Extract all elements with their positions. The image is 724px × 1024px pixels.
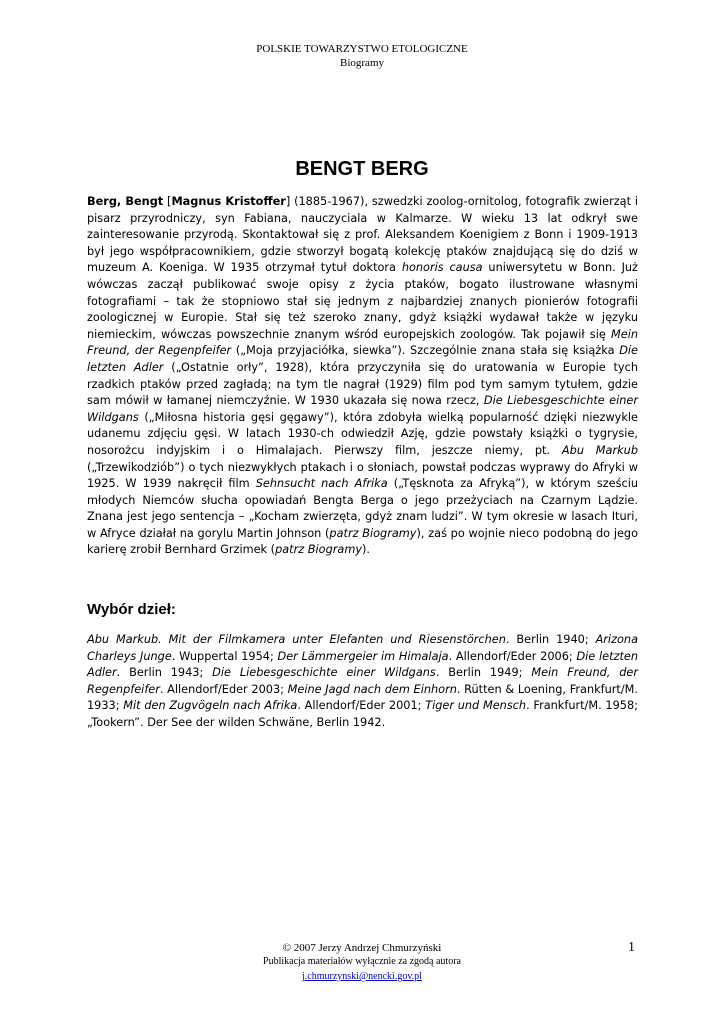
bio-book-title: Mein Freund, der Regenpfeifer (87, 327, 638, 358)
work-details: . Berlin 1943; (116, 666, 213, 680)
bio-film-title: Sehnsucht nach Afrika (255, 477, 388, 491)
work-details: . Wuppertal 1954; (171, 649, 278, 663)
bio-text: („Ostatnie orły”, 1928), która przyczyniła się do uratowania w Europie tych rzadkich ptaków przed zagładą; na tym tle nagrał (1929) film pod tym samym tytułem, gdzie sam mówił w łamanej niemczyźnie. W 1930 ukazała się nowa rzecz, (87, 360, 638, 408)
bio-book-title: Die Liebesgeschichte einer Wildgans (87, 394, 638, 424)
bio-reference: patrz Biogramy (275, 543, 363, 557)
work-title: Mein Freund, der Regenpfeifer (87, 666, 639, 696)
page-title: BENGT BERG (295, 158, 429, 180)
work-title: Tiger und Mensch (425, 699, 527, 713)
bio-full-name: Magnus Kristoffer (171, 195, 286, 208)
works-list (87, 632, 638, 732)
bio-italic: honoris causa (401, 261, 483, 275)
work-title: Abu Markub. Mit der Filmkamera unter Elefanten und Riesenstörchen (87, 633, 506, 646)
work-details: . Berlin 1949; (435, 666, 532, 680)
bio-text: („Tęsknota za Afryką”), w którym sześciu młodych Niemców słucha opowiadań Bengta Berga o jego przeżyciach na Czarnym Lądzie. Znana jest jego sentencja – „Kocham zwierzęta, gdyż znam ludzi”. W tym okresie w lasach Ituri, w Afryce działał na gorylu Martin Johnson ( (87, 477, 638, 540)
work-details: . Allendorf/Eder 2006; (448, 649, 577, 663)
work-title: Mit den Zugvögeln nach Afrika (123, 699, 298, 713)
work-title: Die Liebesgeschichte einer Wildgans (212, 666, 436, 680)
footer-copyright: © 2007 Jerzy Andrzej Chmurzyński (282, 942, 442, 954)
work-title: Der Lämmergeier im Himalaja (277, 649, 449, 663)
page-number: 1 (628, 940, 635, 955)
work-title: Arizona Charleys Junge (87, 633, 638, 663)
work-details: . Allendorf/Eder 2003; (159, 682, 288, 696)
works-heading: Wybór dzieł: (87, 601, 176, 618)
bio-name: Berg, Bengt (87, 195, 164, 208)
footer-note: Publikacja materiałów wyłącznie za zgodą autora (263, 956, 461, 967)
author-email-link[interactable]: j.chmurzynski@nencki.gov.pl (302, 971, 422, 982)
bio-reference: patrz Biogramy (329, 526, 417, 540)
page-footer (0, 941, 724, 984)
biography-paragraph (87, 194, 638, 559)
header-section: Biogramy (340, 57, 384, 69)
bio-text: („Moja przyjaciółka, siewka”). Szczególnie znana stała się książka (231, 344, 620, 358)
bio-text: uniwersytetu w Bonn. Już wówczas zaczął publikować swoje opisy z życia ptaków, bogato ilustrowane własnymi fotografiami – tak że stopniowo stał się jednym z najbardziej znanych pionierów fotografii zoologicznej w Europie. Stał się też szeroko znany, gdyż książki wydawał także w języku niemieckim, wówczas powszechnie znanym wśród europejskich zoologów. Tak pojawił się (87, 261, 638, 341)
header-organization: POLSKIE TOWARZYSTWO ETOLOGICZNE (256, 43, 468, 55)
bio-text: [ (163, 195, 172, 208)
work-details: . Frankfurt/M. 1958; „Tookern”. Der See der wilden Schwäne, Berlin 1942. (87, 699, 638, 729)
work-details: . Rütten & Loening, Frankfurt/M. 1933; (87, 682, 639, 713)
work-details: . Berlin 1940; (505, 633, 596, 646)
work-details: . Allendorf/Eder 2001; (297, 699, 426, 713)
work-title: Meine Jagd nach dem Einhorn (287, 682, 457, 696)
bio-text: („Trzewikodziób”) o tych niezwykłych ptakach i o słoniach, powstał podczas wyprawy do Afryki w 1925. W 1939 nakręcił film (87, 460, 638, 491)
bio-text: ), zaś po wojnie nieco podobną do jego karierę zrobił Bernhard Grzimek ( (87, 526, 638, 557)
bio-text: („Miłosna historia gęsi gęgawy”), która zdobyła wielką popularność dzięki niezwykle udanemu zdjęciu gęsi. W latach 1930-ch odwiedził Azję, gdzie powstały książki o tygrysie, nosorożcu indyjskim i o Himalajach. Pierwszy film, jeszcze niemy, pt. (87, 410, 638, 457)
work-title: Die letzten Adler (87, 649, 638, 680)
bio-text: ). (362, 543, 371, 557)
bio-text: ] (1885-1967), szwedzki zoolog-ornitolog, fotografik zwierząt i pisarz przyrodniczy, syn Fabiana, nauczyciala w Kalmarze. W wieku 13 lat odkrył swe zainteresowanie przyrodą. Skontaktował się z prof. Aleksandem Koenigiem z Bonn i 1909-1913 był jego współpracownikiem, gdzie stworzył bogatą kolekcję ptaków znajdującą się do dziś w muzeum A. Koeniga. W 1935 otrzymał tytuł doktora (87, 195, 638, 275)
page-header (0, 42, 724, 70)
bio-book-title: Die letzten Adler (87, 344, 638, 374)
bio-film-title: Abu Markub (561, 443, 638, 457)
